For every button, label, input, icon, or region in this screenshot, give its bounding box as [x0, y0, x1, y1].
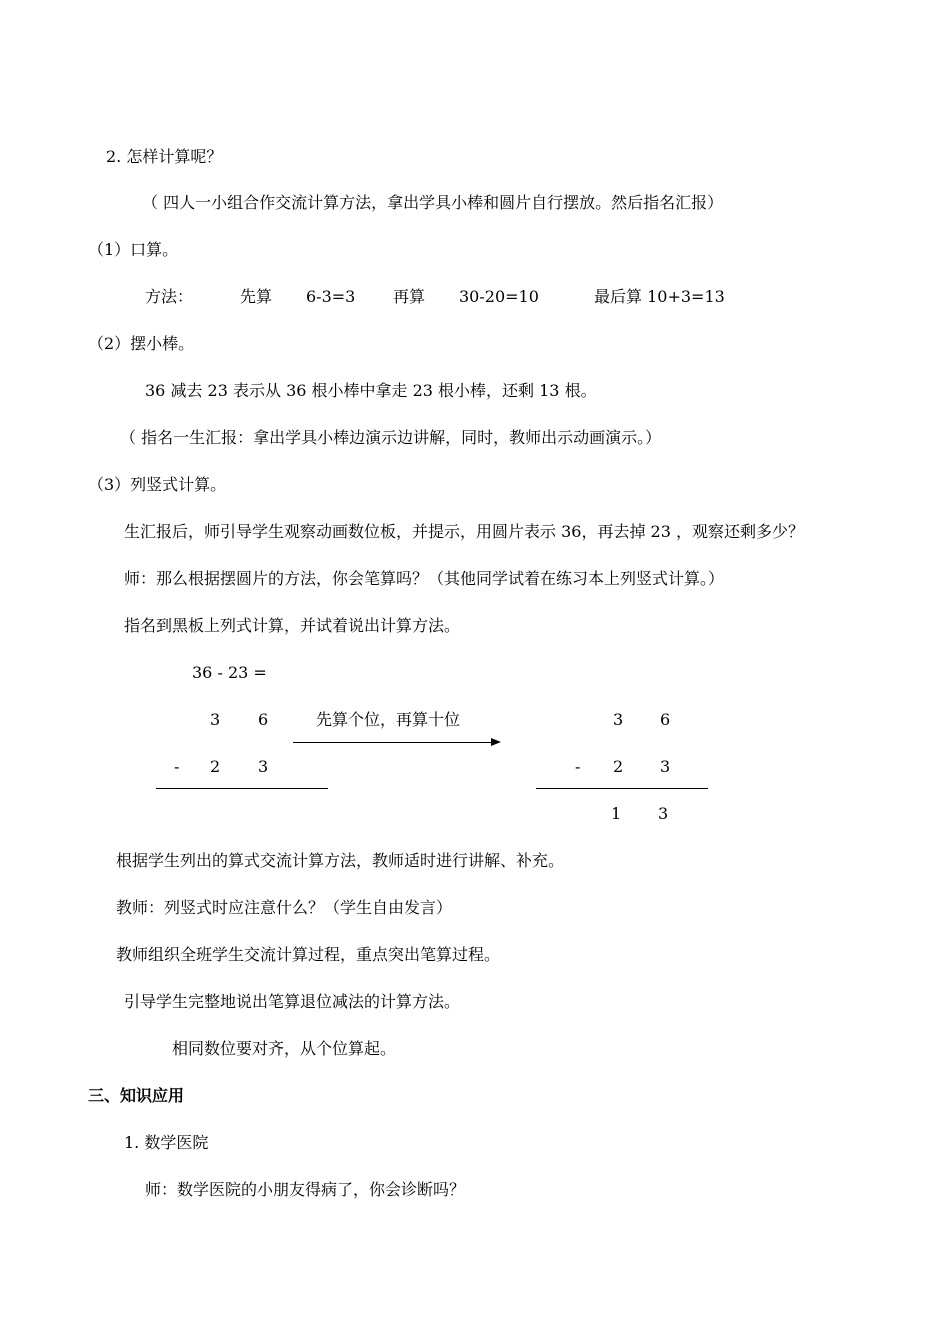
method-expr2: 30-20=10: [459, 287, 539, 306]
section-heading-application: 三、知识应用: [88, 1086, 185, 1105]
right-top-ones: 6: [660, 710, 671, 729]
left-top-ones: 6: [258, 710, 269, 729]
paragraph-organize: 教师组织全班学生交流计算过程，重点突出笔算过程。: [116, 945, 501, 964]
right-underline: [536, 788, 708, 789]
subheading-vertical: （3）列竖式计算。: [88, 475, 227, 494]
method-expr1: 6-3=3: [306, 287, 356, 306]
paragraph-blackboard: 指名到黑板上列式计算，并试着说出计算方法。: [124, 616, 461, 635]
paragraph-sticks: 36 减去 23 表示从 36 根小棒中拿走 23 根小棒，还剩 13 根。: [145, 381, 597, 400]
arrow-label: 先算个位，再算十位: [316, 710, 461, 729]
left-sub-ones: 3: [258, 757, 269, 776]
calc-expression: 36 - 23 =: [192, 663, 267, 682]
right-sub-ones: 3: [660, 757, 671, 776]
method-step1: 先算: [240, 287, 273, 306]
subheading-math-hospital: 1. 数学医院: [124, 1133, 209, 1152]
method-step2: 再算: [393, 287, 426, 306]
left-minus: -: [174, 757, 180, 776]
section-item-2: 2. 怎样计算呢？: [106, 147, 223, 166]
paragraph-group-work: （ 四人一小组合作交流计算方法，拿出学具小棒和圆片自行摆放。然后指名汇报）: [142, 193, 724, 212]
right-res-tens: 1: [611, 804, 622, 823]
paragraph-explain: 根据学生列出的算式交流计算方法，教师适时进行讲解、补充。: [116, 851, 565, 870]
right-top-tens: 3: [613, 710, 624, 729]
right-res-ones: 3: [658, 804, 669, 823]
right-sub-tens: 2: [613, 757, 624, 776]
left-sub-tens: 2: [210, 757, 221, 776]
arrow-right-icon: [491, 738, 501, 746]
left-underline: [156, 788, 328, 789]
paragraph-diagnose: 师：数学医院的小朋友得病了，你会诊断吗？: [145, 1180, 466, 1199]
right-minus: -: [575, 757, 581, 776]
paragraph-rule: 相同数位要对齐，从个位算起。: [172, 1039, 397, 1058]
method-label: 方法：: [145, 287, 194, 306]
arrow-shaft: [293, 742, 491, 743]
subheading-sticks: （2）摆小棒。: [88, 334, 195, 353]
paragraph-attention: 教师：列竖式时应注意什么？（学生自由发言）: [116, 898, 453, 917]
method-step3: 最后算 10+3=13: [594, 287, 725, 306]
left-top-tens: 3: [210, 710, 221, 729]
paragraph-teacher-ask: 师：那么根据摆圆片的方法，你会笔算吗？（其他同学试着在练习本上列竖式计算。）: [124, 569, 725, 588]
paragraph-observe: 生汇报后，师引导学生观察动画数位板，并提示，用圆片表示 36，再去掉 23 ，观察还剩多少？: [124, 522, 804, 541]
subheading-mental-calc: （1）口算。: [88, 240, 179, 259]
paragraph-report: （ 指名一生汇报：拿出学具小棒边演示边讲解，同时，教师出示动画演示。）: [120, 428, 662, 447]
paragraph-guide: 引导学生完整地说出笔算退位减法的计算方法。: [124, 992, 461, 1011]
